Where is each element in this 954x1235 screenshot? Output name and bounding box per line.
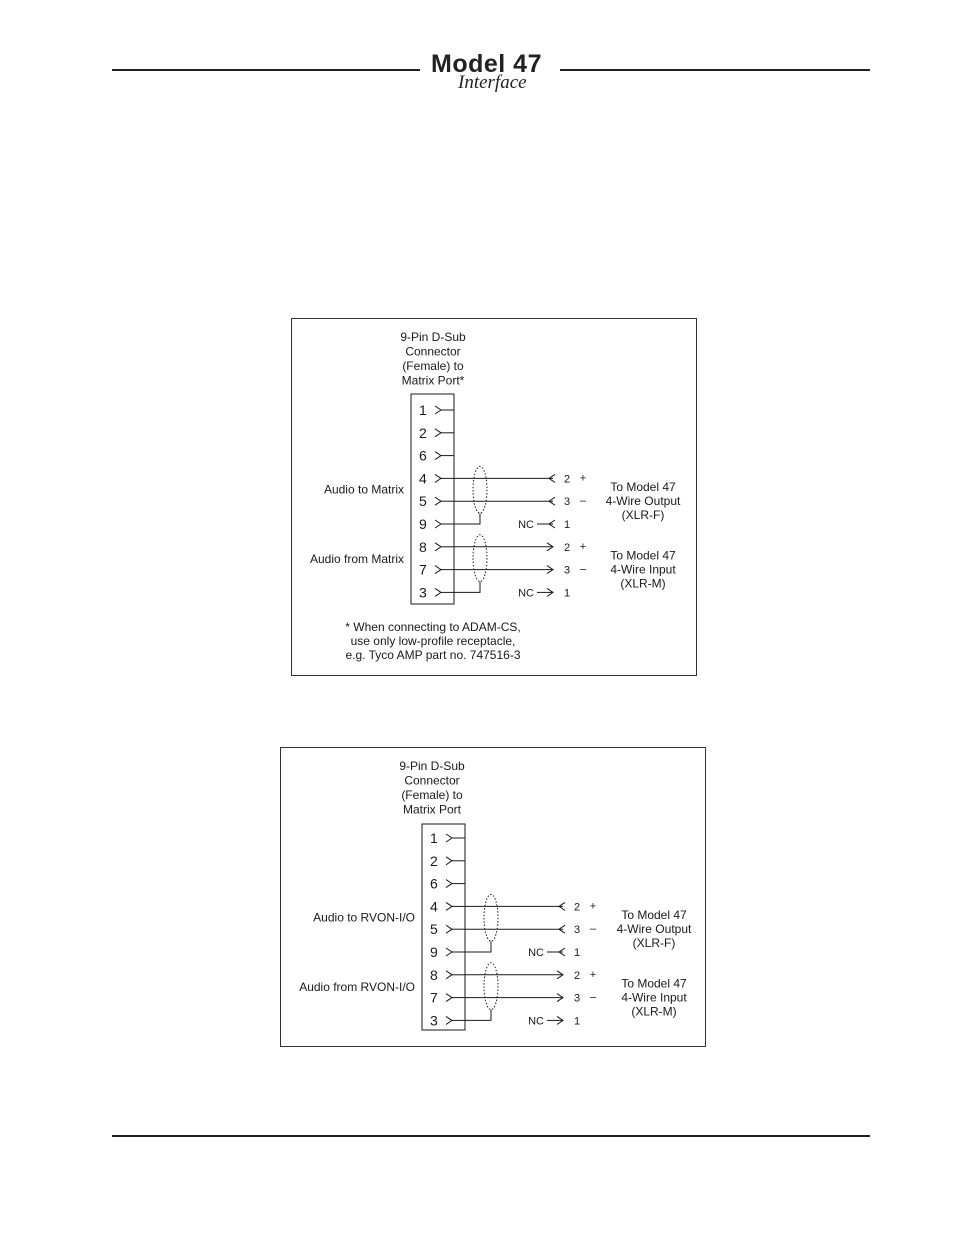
- xlr-sign: +: [579, 472, 587, 485]
- pin-number: 5: [430, 921, 438, 938]
- pin-number: 8: [430, 966, 438, 983]
- header-rule-left: [112, 69, 420, 71]
- xlr-output-label: To Model 47: [610, 480, 676, 495]
- pin-number: 9: [430, 944, 438, 960]
- xlr-pin: 3: [573, 924, 581, 937]
- footnote-line: e.g. Tyco AMP part no. 747516-3: [345, 648, 521, 662]
- pin-chevron: [435, 406, 441, 414]
- xlr-input-label: (XLR-M): [620, 576, 666, 591]
- pin-chevron: [446, 925, 452, 933]
- xlr-sign: –: [579, 563, 587, 576]
- logo-title: Model 47: [431, 50, 542, 78]
- pin-number: 9: [419, 516, 427, 532]
- pin-chevron: [446, 902, 452, 910]
- nc-label: NC: [528, 1015, 544, 1028]
- left-label-top: Audio to Matrix: [323, 482, 404, 497]
- connector-title-line: (Female) to: [401, 788, 463, 802]
- connector-title-line: (Female) to: [402, 359, 464, 373]
- drain-wire: [454, 513, 480, 524]
- xlr-pin: 2: [573, 901, 581, 914]
- pin-chevron: [435, 429, 441, 437]
- connector-title-line: Matrix Port: [402, 802, 462, 817]
- xlr-sign: –: [589, 923, 597, 936]
- drain-wire: [454, 582, 480, 593]
- pin-number: 1: [419, 402, 427, 418]
- connector-title-line: 9-Pin D-Sub: [400, 330, 466, 344]
- pin-number: 2: [419, 424, 427, 441]
- footnote-line: use only low-profile receptacle,: [350, 634, 516, 648]
- pin-chevron: [446, 834, 452, 842]
- xlr-pin: 1: [563, 519, 571, 531]
- pin-chevron: [446, 1016, 452, 1024]
- xlr-output-label: To Model 47: [621, 908, 687, 923]
- nc-label: NC: [518, 519, 534, 531]
- drain-wire: [465, 1010, 491, 1021]
- pin-chevron: [435, 452, 441, 460]
- pin-chevron: [435, 566, 441, 574]
- wiring-diagram-matrix-svg: [292, 319, 696, 675]
- pin-chevron: [446, 880, 452, 888]
- xlr-output-label: 4-Wire Output: [605, 494, 681, 509]
- pin-number: 4: [430, 898, 438, 915]
- xlr-sign: –: [579, 495, 587, 508]
- cable-shield: [473, 466, 487, 513]
- pin-number: 4: [419, 470, 427, 487]
- wiring-diagram-rvon-svg: [281, 748, 705, 1046]
- footnote-line: * When connecting to ADAM-CS,: [345, 620, 521, 634]
- pin-chevron: [446, 971, 452, 979]
- nc-label: NC: [518, 587, 534, 600]
- header-rule-right: [560, 69, 870, 71]
- wiring-diagram-rvon: [280, 747, 706, 1047]
- xlr-output-label: (XLR-F): [632, 936, 676, 951]
- pin-number: 6: [419, 447, 427, 464]
- pin-number: 3: [419, 584, 427, 601]
- wiring-diagram-matrix: [291, 318, 697, 676]
- xlr-input-label: To Model 47: [621, 976, 687, 991]
- pin-number: 2: [430, 852, 438, 869]
- left-label-bottom: Audio from Matrix: [309, 551, 404, 566]
- xlr-sign: –: [589, 991, 597, 1004]
- pin-chevron: [446, 994, 452, 1002]
- xlr-pin: 3: [563, 564, 571, 577]
- pin-number: 1: [430, 830, 438, 846]
- dsub-connector-body: [411, 394, 454, 604]
- xlr-input-label: 4-Wire Input: [610, 562, 676, 577]
- pin-chevron: [446, 948, 452, 956]
- pin-number: 7: [419, 561, 427, 578]
- xlr-output-label: (XLR-F): [621, 508, 665, 523]
- pin-number: 3: [430, 1012, 438, 1029]
- dsub-connector-body: [422, 824, 465, 1030]
- connector-title-line: Connector: [404, 773, 460, 788]
- left-label-bottom: Audio from RVON-I/O: [299, 979, 415, 994]
- xlr-sign: +: [589, 968, 597, 981]
- pin-chevron: [435, 543, 441, 551]
- xlr-pin: 2: [573, 969, 581, 982]
- connector-title-line: Connector: [405, 344, 461, 359]
- pin-number: 5: [419, 493, 427, 510]
- left-label-top: Audio to RVON-I/O: [313, 910, 415, 925]
- pin-chevron: [435, 588, 441, 596]
- xlr-pin: 2: [563, 473, 571, 486]
- pin-chevron: [435, 497, 441, 505]
- xlr-pin: 3: [563, 496, 571, 509]
- xlr-input-label: 4-Wire Input: [621, 990, 687, 1005]
- pin-number: 8: [419, 538, 427, 555]
- nc-label: NC: [528, 947, 544, 959]
- xlr-sign: +: [579, 540, 587, 553]
- pin-chevron: [446, 857, 452, 865]
- pin-chevron: [435, 520, 441, 528]
- cable-shield: [473, 535, 487, 582]
- xlr-pin: 3: [573, 992, 581, 1005]
- xlr-output-label: 4-Wire Output: [616, 922, 692, 937]
- xlr-pin: 1: [563, 587, 571, 600]
- connector-title-line: 9-Pin D-Sub: [399, 759, 465, 773]
- cable-shield: [484, 894, 498, 941]
- xlr-input-label: (XLR-M): [631, 1004, 677, 1019]
- drain-wire: [465, 941, 491, 952]
- xlr-sign: +: [589, 900, 597, 913]
- pin-number: 6: [430, 875, 438, 892]
- connector-title-line: Matrix Port*: [401, 373, 465, 388]
- pin-chevron: [435, 474, 441, 482]
- pin-number: 7: [430, 989, 438, 1006]
- xlr-pin: 1: [573, 947, 581, 959]
- xlr-pin: 2: [563, 541, 571, 554]
- logo-subtitle: Interface: [458, 72, 527, 93]
- footer-rule: [112, 1135, 870, 1137]
- xlr-pin: 1: [573, 1015, 581, 1028]
- xlr-input-label: To Model 47: [610, 548, 676, 563]
- cable-shield: [484, 963, 498, 1010]
